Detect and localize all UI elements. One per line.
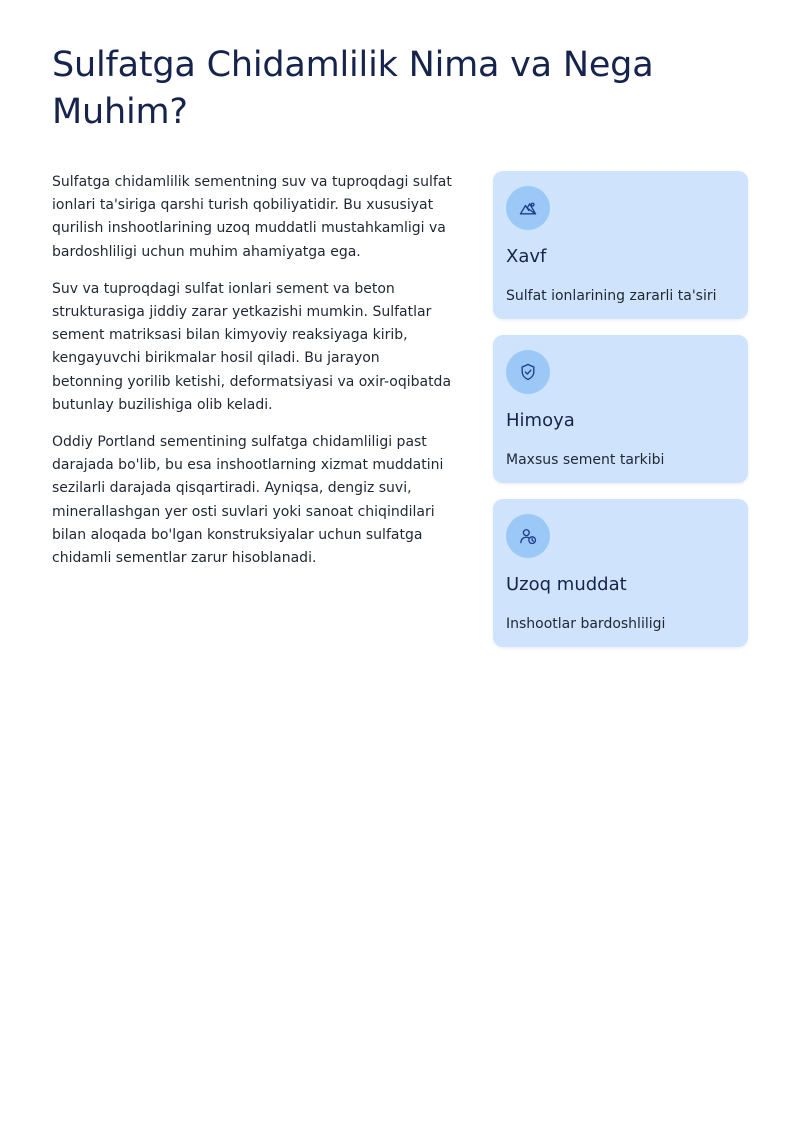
card-description: Inshootlar bardoshliligi bbox=[506, 616, 666, 632]
hazard-icon bbox=[506, 186, 550, 230]
page-title: Sulfatga Chidamlilik Nima va Nega Muhim? bbox=[52, 45, 654, 132]
card-himoya bbox=[493, 335, 748, 483]
paragraph-3: Oddiy Portland sementining sulfatga chidamliligi past darajada bo'lib, bu esa inshootlarning xizmat muddatini sezilarli darajada qisqartiradi. Ayniqsa, dengiz suvi, minerallashgan yer osti suvlari yoki sanoat chiqindilari bilan aloqada bo'lgan konstruksiyalar uchun sulfatga chidamli sementlar zarur hisoblanadi. bbox=[52, 434, 444, 567]
paragraph-2: Suv va tuproqdagi sulfat ionlari sement va beton strukturasiga jiddiy zarar yetkazishi mumkin. Sulfatlar sement matriksasi bilan kimyoviy reaksiyaga kirib, kengayuvchi birikmalar hosil qiladi. Bu jarayon betonning yorilib ketishi, deformatsiyasi va oxir-oqibatda butunlay buzilishiga olib keladi. bbox=[52, 280, 452, 413]
card-xavf bbox=[493, 171, 748, 319]
shield-check-icon bbox=[506, 350, 550, 394]
body-text bbox=[52, 171, 452, 584]
card-title: Uzoq muddat bbox=[506, 574, 627, 595]
card-description: Maxsus sement tarkibi bbox=[506, 452, 665, 468]
card-description: Sulfat ionlarining zararli ta'siri bbox=[506, 288, 717, 304]
card-title: Xavf bbox=[506, 246, 547, 267]
card-title: Himoya bbox=[506, 410, 575, 431]
user-clock-icon bbox=[506, 514, 550, 558]
card-uzoq-muddat bbox=[493, 499, 748, 647]
paragraph-1: Sulfatga chidamlilik sementning suv va tuproqdagi sulfat ionlari ta'siriga qarshi turish qobiliyatidir. Bu xususiyat qurilish inshootlarining uzoq muddatli mustahkamligi va bardoshliligi uchun muhim ahamiyatga ega. bbox=[52, 174, 452, 260]
info-cards bbox=[493, 171, 748, 663]
